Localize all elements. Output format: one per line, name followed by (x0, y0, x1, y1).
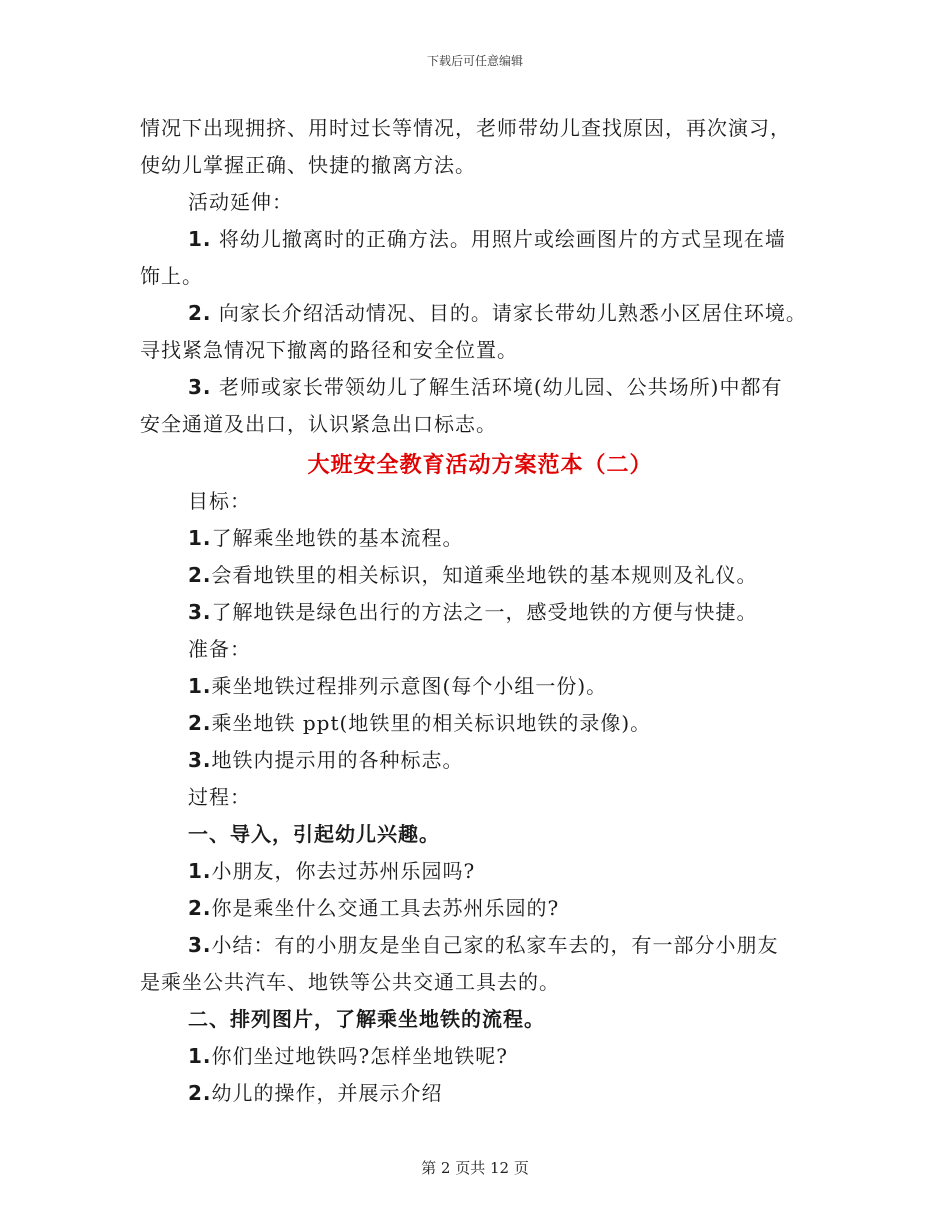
list-number: 3. (188, 600, 212, 624)
list-number: 3. (188, 375, 212, 399)
line-text: 会看地铁里的相关标识，知道乘坐地铁的基本规则及礼仪。 (211, 563, 758, 587)
text-line (140, 406, 820, 443)
line-text: 地铁内提示用的各种标志。 (211, 748, 464, 772)
text-line (140, 483, 820, 520)
text-line (140, 520, 820, 557)
text-line (140, 369, 820, 406)
line-text: 是乘坐公共汽车、地铁等公共交通工具去的。 (140, 970, 560, 994)
text-line (140, 890, 820, 927)
list-number: 2. (188, 711, 212, 735)
text-line (140, 594, 820, 631)
line-text: 过程： (188, 785, 251, 809)
list-number: 2. (188, 1081, 212, 1105)
line-text: 乘坐地铁 ppt(地铁里的相关标识地铁的录像)。 (211, 711, 652, 735)
paragraph-block-2 (140, 483, 820, 1112)
text-line (140, 853, 820, 890)
text-line (140, 816, 820, 853)
list-number: 3. (188, 748, 212, 772)
line-text: 目标： (188, 489, 251, 513)
text-line (140, 557, 820, 594)
list-number: 1. (188, 1044, 212, 1068)
line-text: 了解乘坐地铁的基本流程。 (211, 526, 464, 550)
line-text: 情况下出现拥挤、用时过长等情况，老师带幼儿查找原因，再次演习， (140, 116, 791, 140)
text-line (140, 1001, 820, 1038)
text-line (140, 779, 820, 816)
line-text: 向家长介绍活动情况、目的。请家长带幼儿熟悉小区居住环境。 (211, 301, 807, 325)
line-text: 将幼儿撤离时的正确方法。用照片或绘画图片的方式呈现在墙 (211, 227, 786, 251)
text-line (140, 1075, 820, 1112)
page-footer: 第 2 页共 12 页 (421, 1159, 529, 1177)
list-number: 3. (188, 933, 212, 957)
line-text: 你是乘坐什么交通工具去苏州乐园的? (211, 896, 560, 920)
line-text: 二、排列图片，了解乘坐地铁的流程。 (188, 1007, 545, 1031)
list-number: 1. (188, 674, 212, 698)
list-number: 2. (188, 896, 212, 920)
line-text: 安全通道及出口，认识紧急出口标志。 (140, 412, 497, 436)
text-line (140, 1038, 820, 1075)
line-text: 使幼儿掌握正确、快捷的撤离方法。 (140, 153, 476, 177)
text-line (140, 110, 820, 147)
paragraph-block-1 (140, 110, 820, 443)
line-text: 饰上。 (140, 264, 203, 288)
text-line (140, 927, 820, 964)
text-line (140, 705, 820, 742)
text-line (140, 184, 820, 221)
line-text: 小结：有的小朋友是坐自己家的私家车去的，有一部分小朋友 (211, 933, 779, 957)
text-line (140, 258, 820, 295)
list-number: 1. (188, 227, 212, 251)
line-text: 寻找紧急情况下撤离的路径和安全位置。 (140, 338, 518, 362)
text-line (140, 147, 820, 184)
page-header: 下载后可任意编辑 (426, 54, 523, 68)
line-text: 了解地铁是绿色出行的方法之一，感受地铁的方便与快捷。 (211, 600, 758, 624)
line-text: 活动延伸： (188, 190, 293, 214)
document-body (140, 110, 820, 1112)
text-line (140, 631, 820, 668)
list-number: 2. (188, 301, 212, 325)
line-text: 幼儿的操作，并展示介绍 (211, 1081, 443, 1105)
text-line (140, 964, 820, 1001)
line-text: 你们坐过地铁吗?怎样坐地铁呢? (211, 1044, 508, 1068)
text-line (140, 742, 820, 779)
line-text: 老师或家长带领幼儿了解生活环境(幼儿园、公共场所)中都有 (211, 375, 783, 399)
line-text: 准备： (188, 637, 251, 661)
text-line (140, 668, 820, 705)
list-number: 1. (188, 859, 212, 883)
line-text: 一、导入，引起幼儿兴趣。 (188, 822, 440, 846)
line-text: 小朋友，你去过苏州乐园吗? (211, 859, 476, 883)
section-title: 大班安全教育活动方案范本（二） (307, 452, 653, 478)
line-text: 乘坐地铁过程排列示意图(每个小组一份)。 (211, 674, 608, 698)
list-number: 2. (188, 563, 212, 587)
text-line (140, 332, 820, 369)
text-line (140, 295, 820, 332)
list-number: 1. (188, 526, 212, 550)
text-line (140, 221, 820, 258)
